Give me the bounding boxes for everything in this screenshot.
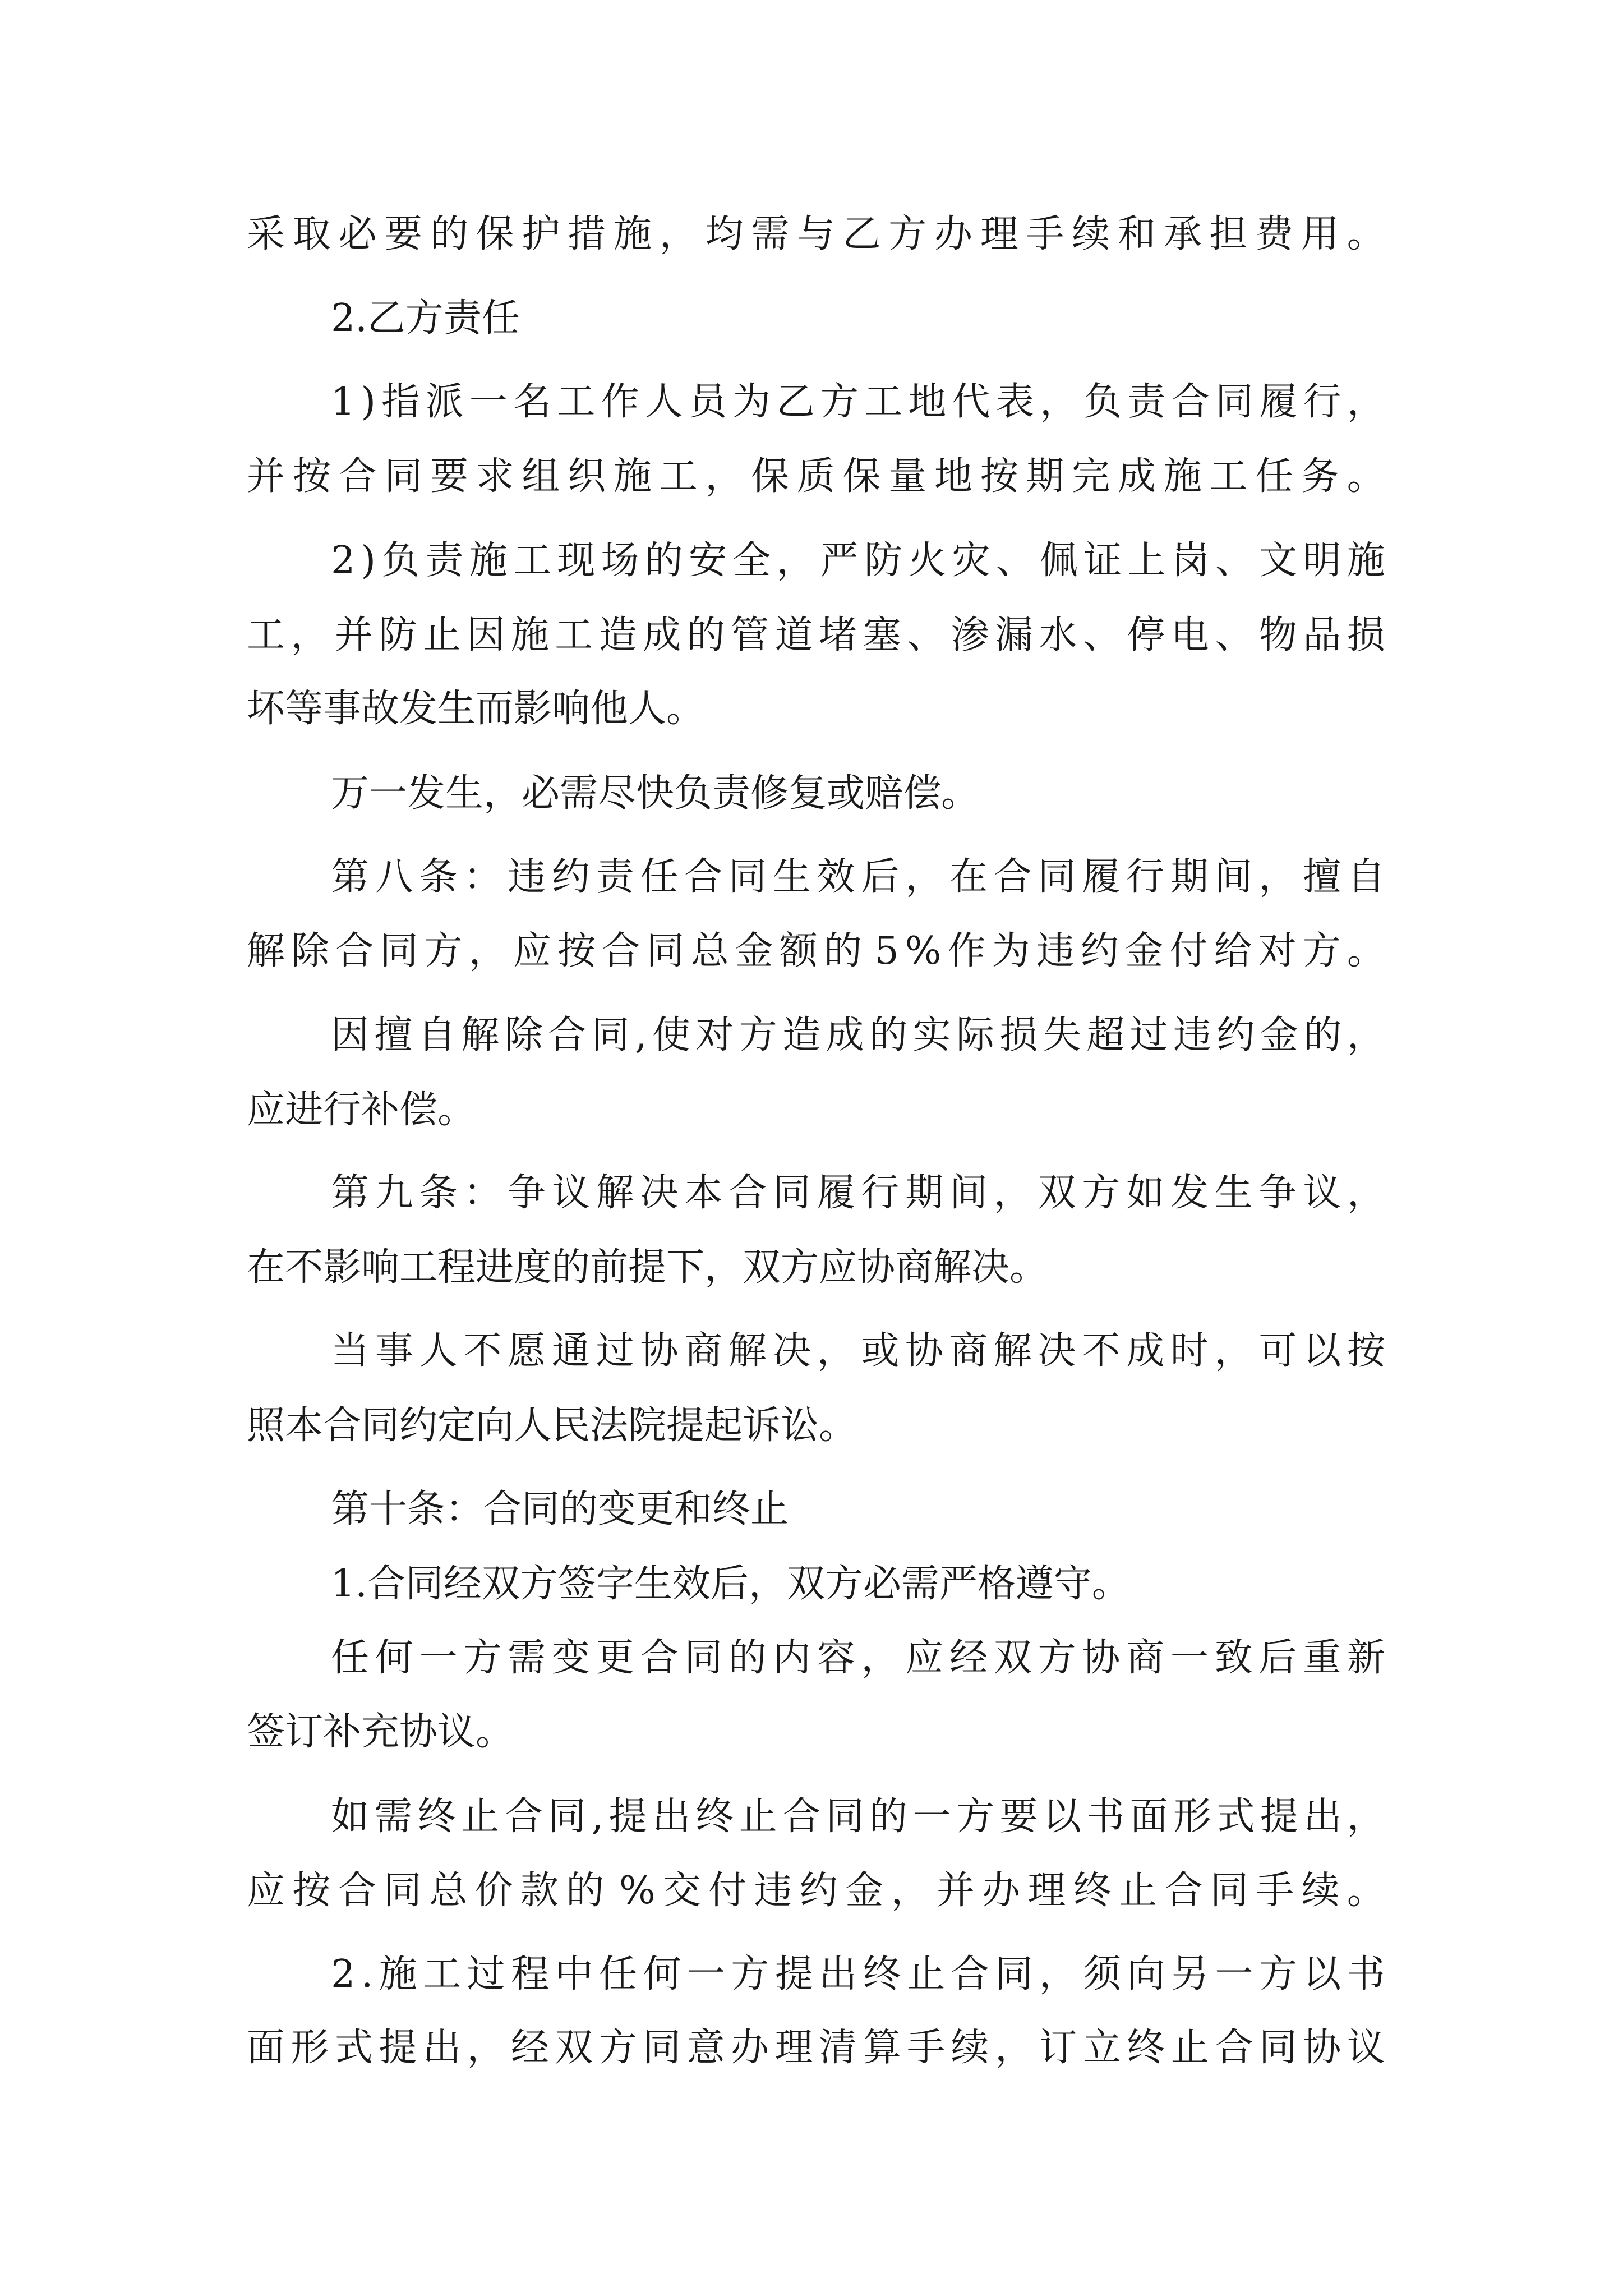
paragraph-line: 1 ) 指 派 一 名 工 作 人 员 为 乙 方 工 地 代 表 ， 负 责 合 同 履 行 ，: [331, 380, 1385, 424]
paragraph-line: 1.合同经双方签字生效后，双方必需严格遵守。: [331, 1562, 1130, 1606]
paragraph-line: 如 需 终 止 合 同 , 提 出 终 止 合 同 的 一 方 要 以 书 面 形 式 提 出 ，: [331, 1795, 1385, 1839]
paragraph-line: 照本合同约定向人民法院提起诉讼。: [247, 1404, 857, 1448]
section-heading: 第十条：合同的变更和终止: [331, 1487, 789, 1531]
paragraph-line: 2 . 施 工 过 程 中 任 何 一 方 提 出 终 止 合 同 ， 须 向 另 一 方 以 书: [331, 1952, 1385, 1996]
paragraph-line: 并 按 合 同 要 求 组 织 施 工 ， 保 质 保 量 地 按 期 完 成 施 工 任 务 。: [247, 454, 1385, 499]
paragraph-line: 坏等事故发生而影响他人。: [247, 687, 705, 731]
paragraph-line: 采 取 必 要 的 保 护 措 施 ， 均 需 与 乙 方 办 理 手 续 和 承 担 费 用 。: [247, 212, 1385, 256]
paragraph-line: 任 何 一 方 需 变 更 合 同 的 内 容 ， 应 经 双 方 协 商 一 致 后 重 新: [331, 1636, 1385, 1680]
paragraph-line: 当 事 人 不 愿 通 过 协 商 解 决 ， 或 协 商 解 决 不 成 时 ， 可 以 按: [331, 1329, 1385, 1373]
paragraph-line: 在不影响工程进度的前提下，双方应协商解决。: [247, 1245, 1048, 1290]
paragraph-line: 应 按 合 同 总 价 款 的 % 交 付 违 约 金 ， 并 办 理 终 止 合 同 手 续 。: [247, 1869, 1385, 1913]
paragraph-line: 2 ) 负 责 施 工 现 场 的 安 全 ， 严 防 火 灾 、 佩 证 上 岗 、 文 明 施: [331, 539, 1385, 583]
paragraph-line: 面 形 式 提 出 ， 经 双 方 同 意 办 理 清 算 手 续 ， 订 立 终 止 合 同 协 议: [247, 2026, 1385, 2070]
paragraph-line: 签订补充协议。: [247, 1710, 514, 1754]
paragraph-line: 第 八 条 ： 违 约 责 任 合 同 生 效 后 ， 在 合 同 履 行 期 间 ， 擅 自: [331, 855, 1385, 899]
paragraph-line: 工 ， 并 防 止 因 施 工 造 成 的 管 道 堵 塞 、 渗 漏 水 、 停 电 、 物 品 损: [247, 613, 1385, 657]
paragraph-line: 2.乙方责任: [331, 296, 520, 341]
paragraph-line: 万一发生，必需尽快负责修复或赔偿。: [331, 771, 980, 816]
paragraph-line: 应进行补偿。: [247, 1088, 476, 1132]
paragraph-line: 解 除 合 同 方 ， 应 按 合 同 总 金 额 的 5 % 作 为 违 约 金 付 给 对 方 。: [247, 929, 1385, 973]
paragraph-line: 因 擅 自 解 除 合 同 , 使 对 方 造 成 的 实 际 损 失 超 过 违 约 金 的 ，: [331, 1013, 1385, 1057]
paragraph-line: 第 九 条 ： 争 议 解 决 本 合 同 履 行 期 间 ， 双 方 如 发 生 争 议 ，: [331, 1171, 1385, 1215]
